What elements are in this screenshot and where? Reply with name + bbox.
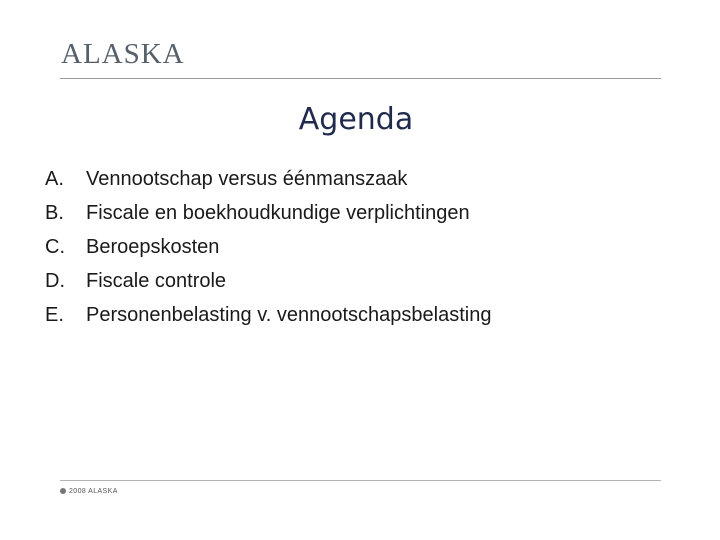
footer-divider (60, 480, 661, 481)
footer-text: 2008 ALASKA (69, 487, 118, 495)
agenda-item-text: Personenbelasting v. vennootschapsbelasting (86, 304, 492, 326)
agenda-item-text: Fiscale controle (86, 270, 227, 292)
agenda-item-letter: A. (45, 168, 64, 190)
agenda-item-letter: C. (45, 236, 65, 258)
agenda-item-d (45, 264, 665, 298)
slide-title: Agenda (298, 102, 414, 137)
agenda-item-letter: B. (45, 202, 64, 224)
footer (60, 485, 118, 497)
agenda-item-e (45, 298, 665, 332)
agenda-item-letter: D. (45, 270, 65, 292)
copyright-icon (60, 488, 66, 494)
agenda-item-b (45, 196, 665, 230)
logo-text: ALASKA (61, 37, 185, 70)
agenda-item-text: Vennootschap versus éénmanszaak (86, 168, 408, 190)
agenda-item-a (45, 162, 665, 196)
agenda-item-c (45, 230, 665, 264)
agenda-item-letter: E. (45, 304, 64, 326)
header-divider (60, 78, 661, 79)
agenda-item-text: Beroepskosten (86, 236, 220, 258)
agenda-list (45, 162, 665, 332)
agenda-item-text: Fiscale en boekhoudkundige verplichtingen (86, 202, 470, 224)
alaska-logo (61, 39, 185, 69)
